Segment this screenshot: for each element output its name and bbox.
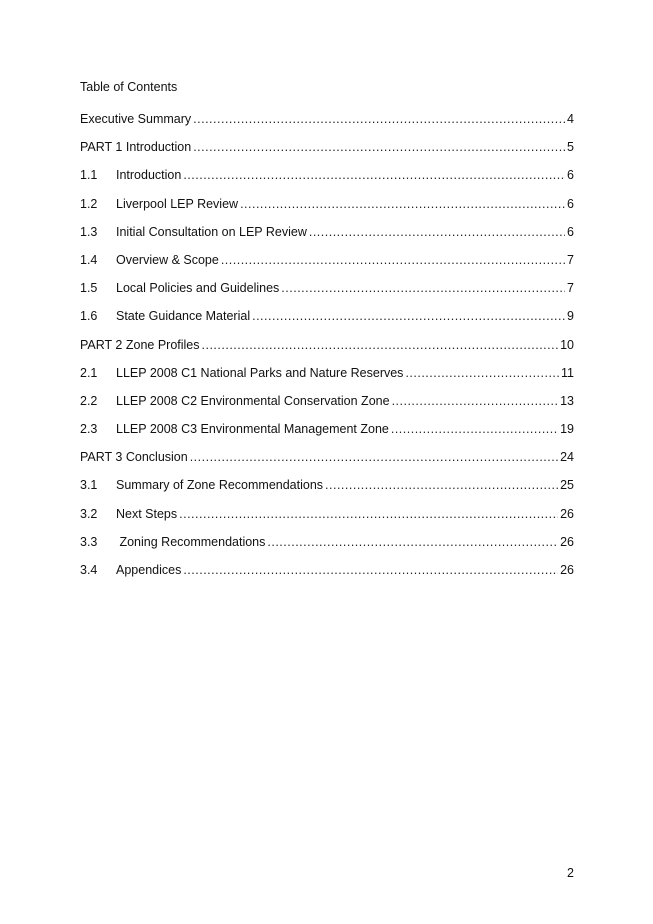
toc-entry-label: Zoning Recommendations xyxy=(116,534,266,549)
toc-entry-label: Liverpool LEP Review xyxy=(116,196,239,211)
toc-entry-number: 3.4 xyxy=(80,563,98,577)
toc-entry-page: 7 xyxy=(567,252,574,267)
toc-entry-label: LLEP 2008 C1 National Parks and Nature Reserves xyxy=(116,365,404,380)
toc-entry-page: 11 xyxy=(561,365,574,380)
toc-entry-3-1[interactable] xyxy=(80,477,574,505)
toc-entry-page: 25 xyxy=(560,478,574,493)
toc-entry-3-3[interactable] xyxy=(80,534,574,562)
toc-entry-label: Appendices xyxy=(116,563,182,577)
toc-entry-label: State Guidance Material xyxy=(116,309,251,324)
toc-entry-page: 19 xyxy=(560,422,574,437)
toc-leader-dots xyxy=(190,449,558,465)
toc-entry-page: 10 xyxy=(560,337,574,352)
toc-entry-1-1[interactable] xyxy=(80,167,574,195)
toc-entry-part-1[interactable] xyxy=(80,139,574,167)
toc-leader-dots xyxy=(325,477,558,493)
toc-entry-label: LLEP 2008 C2 Environmental Conservation Zone xyxy=(116,393,390,408)
toc-entry-number: 1.3 xyxy=(80,224,98,239)
toc-entry-page: 26 xyxy=(560,534,574,549)
toc-leader-dots xyxy=(202,337,559,353)
toc-entry-page: 13 xyxy=(560,393,574,408)
toc-entry-label: PART 1 Introduction xyxy=(80,140,192,155)
toc-entry-3-2[interactable] xyxy=(80,506,574,534)
toc-entry-2-1[interactable] xyxy=(80,365,574,393)
toc-entry-number: 2.3 xyxy=(80,422,98,437)
toc-leader-dots xyxy=(252,308,565,324)
toc-entry-page: 6 xyxy=(567,168,574,183)
toc-entry-page: 9 xyxy=(567,309,574,324)
toc-entry-1-5[interactable] xyxy=(80,280,574,308)
toc-entry-executive-summary[interactable] xyxy=(80,111,574,139)
toc-entry-page: 24 xyxy=(560,450,574,465)
toc-entry-label: Executive Summary xyxy=(80,112,192,126)
toc-entry-1-3[interactable] xyxy=(80,224,574,252)
toc-entry-page: 26 xyxy=(560,506,574,521)
toc-entry-part-3[interactable] xyxy=(80,449,574,477)
toc-leader-dots xyxy=(240,196,565,212)
page-number: 2 xyxy=(567,866,574,880)
toc-leader-dots xyxy=(183,167,565,183)
toc-entry-part-2[interactable] xyxy=(80,337,574,365)
toc-entry-number: 2.2 xyxy=(80,393,98,408)
toc-entry-page: 6 xyxy=(567,224,574,239)
toc-entry-page: 5 xyxy=(567,140,574,155)
toc-entry-number: 1.5 xyxy=(80,281,98,296)
toc-entry-3-4[interactable] xyxy=(80,562,574,590)
toc-leader-dots xyxy=(221,252,565,268)
toc-leader-dots xyxy=(392,393,559,409)
toc-entry-number: 3.2 xyxy=(80,506,98,521)
toc-entry-page: 26 xyxy=(560,563,574,577)
toc-entry-2-3[interactable] xyxy=(80,421,574,449)
toc-entry-label: PART 3 Conclusion xyxy=(80,450,188,465)
toc-leader-dots xyxy=(193,139,565,155)
toc-entry-number: 1.6 xyxy=(80,309,98,324)
toc-entry-number: 2.1 xyxy=(80,365,98,380)
toc-entry-number: 1.2 xyxy=(80,196,98,211)
toc-leader-dots xyxy=(391,421,558,437)
toc-entry-number: 1.4 xyxy=(80,252,98,267)
toc-entry-label: Introduction xyxy=(116,168,182,183)
toc-entry-1-6[interactable] xyxy=(80,308,574,336)
table-of-contents xyxy=(80,111,574,590)
toc-entry-number: 1.1 xyxy=(80,168,98,183)
toc-entry-label: Summary of Zone Recommendations xyxy=(116,478,324,493)
toc-entry-1-2[interactable] xyxy=(80,196,574,224)
toc-entry-label: Initial Consultation on LEP Review xyxy=(116,224,307,239)
toc-leader-dots xyxy=(405,365,559,381)
toc-title: Table of Contents xyxy=(80,80,178,94)
toc-leader-dots xyxy=(193,111,565,127)
toc-leader-dots xyxy=(281,280,565,296)
toc-entry-number: 3.1 xyxy=(80,478,98,493)
toc-entry-label: Overview & Scope xyxy=(116,252,219,267)
toc-entry-label: Next Steps xyxy=(116,506,178,521)
toc-leader-dots xyxy=(267,534,558,550)
toc-entry-label: LLEP 2008 C3 Environmental Management Zone xyxy=(116,422,389,437)
toc-entry-page: 4 xyxy=(567,112,574,126)
toc-entry-number: 3.3 xyxy=(80,534,98,549)
toc-entry-page: 6 xyxy=(567,196,574,211)
toc-leader-dots xyxy=(309,224,565,240)
toc-entry-2-2[interactable] xyxy=(80,393,574,421)
toc-entry-label: Local Policies and Guidelines xyxy=(116,281,280,296)
toc-entry-label: PART 2 Zone Profiles xyxy=(80,337,200,352)
toc-leader-dots xyxy=(183,562,558,578)
toc-entry-page: 7 xyxy=(567,281,574,296)
toc-entry-1-4[interactable] xyxy=(80,252,574,280)
toc-leader-dots xyxy=(179,506,558,522)
